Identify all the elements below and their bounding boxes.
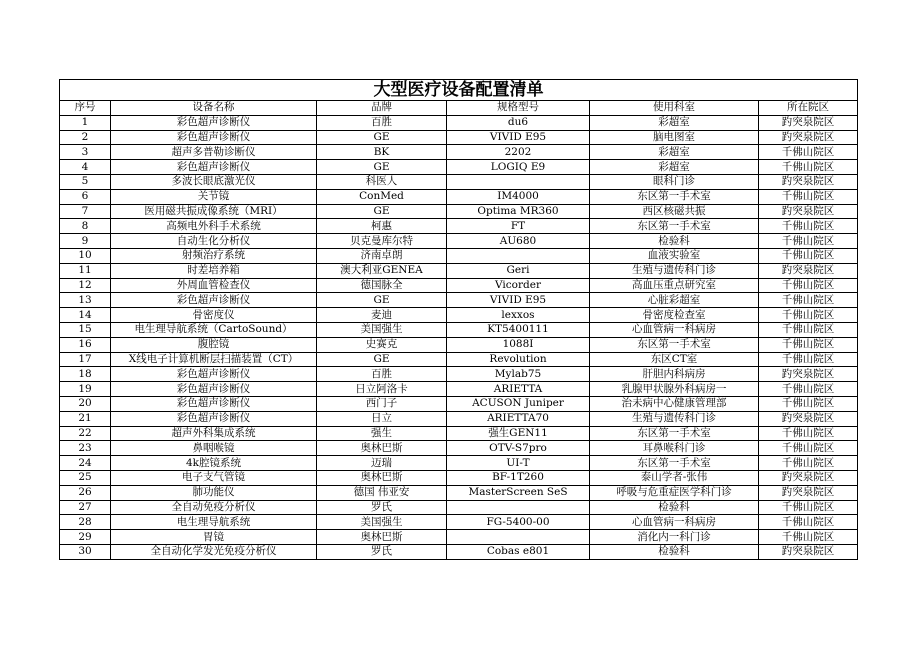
- cell-index[interactable]: 22: [60, 426, 111, 441]
- cell-campus[interactable]: 千佛山院区: [759, 160, 858, 175]
- cell-model[interactable]: AU680: [447, 234, 590, 249]
- cell-brand[interactable]: GE: [317, 352, 447, 367]
- cell-index[interactable]: 1: [60, 115, 111, 130]
- cell-device-name[interactable]: 腹腔镜: [111, 337, 317, 352]
- cell-index[interactable]: 5: [60, 174, 111, 189]
- cell-model[interactable]: 强生GEN11: [447, 426, 590, 441]
- cell-model[interactable]: IM4000: [447, 189, 590, 204]
- cell-index[interactable]: 14: [60, 308, 111, 323]
- header-brand[interactable]: 品牌: [317, 101, 447, 116]
- table-row: [60, 308, 858, 323]
- header-model[interactable]: 规格型号: [447, 101, 590, 116]
- cell-index[interactable]: 3: [60, 145, 111, 160]
- cell-device-name[interactable]: 彩色超声诊断仪: [111, 396, 317, 411]
- cell-brand[interactable]: 史赛克: [317, 337, 447, 352]
- cell-campus[interactable]: 千佛山院区: [759, 515, 858, 530]
- cell-model[interactable]: 1088I: [447, 337, 590, 352]
- cell-index[interactable]: 23: [60, 441, 111, 456]
- cell-brand[interactable]: 美国强生: [317, 322, 447, 337]
- cell-department[interactable]: 血液实验室: [590, 248, 759, 263]
- cell-department[interactable]: 骨密度检查室: [590, 308, 759, 323]
- table-row: [60, 382, 858, 397]
- cell-department[interactable]: 消化内一科门诊: [590, 530, 759, 545]
- table-row: [60, 145, 858, 160]
- cell-device-name[interactable]: 电生理导航系统: [111, 515, 317, 530]
- cell-model[interactable]: VIVID E95: [447, 293, 590, 308]
- cell-campus[interactable]: 千佛山院区: [759, 382, 858, 397]
- cell-department[interactable]: 心血管病一科病房: [590, 322, 759, 337]
- cell-campus[interactable]: 千佛山院区: [759, 456, 858, 471]
- cell-device-name[interactable]: 鼻咽喉镜: [111, 441, 317, 456]
- cell-campus[interactable]: 趵突泉院区: [759, 470, 858, 485]
- cell-device-name[interactable]: 4k腔镜系统: [111, 456, 317, 471]
- table-row: [60, 248, 858, 263]
- cell-brand[interactable]: GE: [317, 130, 447, 145]
- cell-department[interactable]: 心脏彩超室: [590, 293, 759, 308]
- table-row: [60, 234, 858, 249]
- cell-index[interactable]: 17: [60, 352, 111, 367]
- sheet-title[interactable]: 大型医疗设备配置清单: [60, 80, 858, 101]
- equipment-table: [59, 79, 858, 560]
- cell-campus[interactable]: 趵突泉院区: [759, 130, 858, 145]
- cell-model[interactable]: lexxos: [447, 308, 590, 323]
- cell-campus[interactable]: 趵突泉院区: [759, 263, 858, 278]
- table-row: [60, 263, 858, 278]
- cell-device-name[interactable]: 肺功能仪: [111, 485, 317, 500]
- cell-index[interactable]: 4: [60, 160, 111, 175]
- cell-brand[interactable]: GE: [317, 293, 447, 308]
- cell-brand[interactable]: 澳大利亚GENEA: [317, 263, 447, 278]
- cell-device-name[interactable]: 电生理导航系统（CartoSound）: [111, 322, 317, 337]
- table-row: [60, 485, 858, 500]
- cell-brand[interactable]: 奥林巴斯: [317, 530, 447, 545]
- cell-device-name[interactable]: 超声外科集成系统: [111, 426, 317, 441]
- cell-brand[interactable]: 百胜: [317, 367, 447, 382]
- table-row: [60, 337, 858, 352]
- cell-department[interactable]: 东区CT室: [590, 352, 759, 367]
- cell-device-name[interactable]: 彩色超声诊断仪: [111, 382, 317, 397]
- cell-campus[interactable]: 千佛山院区: [759, 219, 858, 234]
- cell-model[interactable]: BF-1T260: [447, 470, 590, 485]
- cell-device-name[interactable]: 彩色超声诊断仪: [111, 411, 317, 426]
- cell-campus[interactable]: 趵突泉院区: [759, 544, 858, 559]
- cell-brand[interactable]: 日立: [317, 411, 447, 426]
- cell-department[interactable]: 生殖与遗传科门诊: [590, 411, 759, 426]
- table-row: [60, 441, 858, 456]
- cell-brand[interactable]: 强生: [317, 426, 447, 441]
- cell-campus[interactable]: 千佛山院区: [759, 293, 858, 308]
- cell-device-name[interactable]: 彩色超声诊断仪: [111, 130, 317, 145]
- cell-department[interactable]: 耳鼻喉科门诊: [590, 441, 759, 456]
- cell-index[interactable]: 24: [60, 456, 111, 471]
- cell-campus[interactable]: 千佛山院区: [759, 145, 858, 160]
- cell-device-name[interactable]: 外周血管检查仪: [111, 278, 317, 293]
- header-campus[interactable]: 所在院区: [759, 101, 858, 116]
- cell-department[interactable]: 乳腺甲状腺外科病房一: [590, 382, 759, 397]
- table-row: [60, 322, 858, 337]
- cell-campus[interactable]: 千佛山院区: [759, 248, 858, 263]
- cell-brand[interactable]: 美国强生: [317, 515, 447, 530]
- cell-brand[interactable]: 德国 伟亚安: [317, 485, 447, 500]
- cell-device-name[interactable]: X线电子计算机断层扫描装置（CT）: [111, 352, 317, 367]
- cell-device-name[interactable]: 彩色超声诊断仪: [111, 367, 317, 382]
- cell-department[interactable]: 肝胆内科病房: [590, 367, 759, 382]
- cell-model[interactable]: MasterScreen SeS: [447, 485, 590, 500]
- table-body: [60, 115, 858, 559]
- cell-index[interactable]: 19: [60, 382, 111, 397]
- cell-device-name[interactable]: 医用磁共振成像系统（MRI）: [111, 204, 317, 219]
- cell-device-name[interactable]: 全自动免疫分析仪: [111, 500, 317, 515]
- table-row: [60, 500, 858, 515]
- cell-brand[interactable]: ConMed: [317, 189, 447, 204]
- cell-device-name[interactable]: 射频治疗系统: [111, 248, 317, 263]
- cell-model[interactable]: 2202: [447, 145, 590, 160]
- cell-index[interactable]: 27: [60, 500, 111, 515]
- cell-model[interactable]: FT: [447, 219, 590, 234]
- cell-campus[interactable]: 趵突泉院区: [759, 367, 858, 382]
- cell-campus[interactable]: 千佛山院区: [759, 500, 858, 515]
- table-row: [60, 174, 858, 189]
- cell-campus[interactable]: 趵突泉院区: [759, 174, 858, 189]
- cell-index[interactable]: 8: [60, 219, 111, 234]
- cell-department[interactable]: 彩超室: [590, 145, 759, 160]
- cell-index[interactable]: 28: [60, 515, 111, 530]
- cell-department[interactable]: 生殖与遗传科门诊: [590, 263, 759, 278]
- cell-device-name[interactable]: 彩色超声诊断仪: [111, 160, 317, 175]
- cell-brand[interactable]: 罗氏: [317, 544, 447, 559]
- cell-index[interactable]: 2: [60, 130, 111, 145]
- cell-campus[interactable]: 千佛山院区: [759, 322, 858, 337]
- table-row: [60, 515, 858, 530]
- cell-model[interactable]: [447, 530, 590, 545]
- cell-model[interactable]: FG-5400-00: [447, 515, 590, 530]
- cell-campus[interactable]: 千佛山院区: [759, 189, 858, 204]
- cell-device-name[interactable]: 彩色超声诊断仪: [111, 293, 317, 308]
- cell-device-name[interactable]: 骨密度仪: [111, 308, 317, 323]
- cell-campus[interactable]: 千佛山院区: [759, 441, 858, 456]
- cell-index[interactable]: 20: [60, 396, 111, 411]
- cell-index[interactable]: 7: [60, 204, 111, 219]
- cell-brand[interactable]: 麦迪: [317, 308, 447, 323]
- cell-brand[interactable]: 奥林巴斯: [317, 441, 447, 456]
- cell-index[interactable]: 16: [60, 337, 111, 352]
- cell-department[interactable]: 东区第一手术室: [590, 219, 759, 234]
- cell-model[interactable]: KT5400111: [447, 322, 590, 337]
- cell-department[interactable]: 东区第一手术室: [590, 426, 759, 441]
- cell-brand[interactable]: 迈瑞: [317, 456, 447, 471]
- cell-department[interactable]: 心血管病一科病房: [590, 515, 759, 530]
- cell-campus[interactable]: 千佛山院区: [759, 278, 858, 293]
- cell-brand[interactable]: 西门子: [317, 396, 447, 411]
- cell-model[interactable]: ARIETTA: [447, 382, 590, 397]
- cell-device-name[interactable]: 自动生化分析仪: [111, 234, 317, 249]
- cell-brand[interactable]: GE: [317, 160, 447, 175]
- cell-device-name[interactable]: 关节镜: [111, 189, 317, 204]
- cell-department[interactable]: 彩超室: [590, 115, 759, 130]
- cell-campus[interactable]: 千佛山院区: [759, 426, 858, 441]
- cell-model[interactable]: Mylab75: [447, 367, 590, 382]
- table-row: [60, 426, 858, 441]
- cell-brand[interactable]: 奥林巴斯: [317, 470, 447, 485]
- cell-model[interactable]: VIVID E95: [447, 130, 590, 145]
- header-device-name[interactable]: 设备名称: [111, 101, 317, 116]
- cell-campus[interactable]: 趵突泉院区: [759, 204, 858, 219]
- cell-brand[interactable]: 百胜: [317, 115, 447, 130]
- cell-index[interactable]: 15: [60, 322, 111, 337]
- cell-model[interactable]: Revolution: [447, 352, 590, 367]
- cell-model[interactable]: ACUSON Juniper: [447, 396, 590, 411]
- cell-model[interactable]: OTV-S7pro: [447, 441, 590, 456]
- cell-brand[interactable]: 德国脉全: [317, 278, 447, 293]
- table-row: [60, 470, 858, 485]
- cell-index[interactable]: 9: [60, 234, 111, 249]
- cell-index[interactable]: 13: [60, 293, 111, 308]
- spreadsheet: [59, 79, 857, 560]
- cell-device-name[interactable]: 超声多普勒诊断仪: [111, 145, 317, 160]
- cell-device-name[interactable]: 电子支气管镜: [111, 470, 317, 485]
- cell-brand[interactable]: 济南卓朗: [317, 248, 447, 263]
- cell-index[interactable]: 26: [60, 485, 111, 500]
- cell-campus[interactable]: 趵突泉院区: [759, 485, 858, 500]
- cell-index[interactable]: 11: [60, 263, 111, 278]
- table-row: [60, 352, 858, 367]
- cell-index[interactable]: 21: [60, 411, 111, 426]
- cell-brand[interactable]: 科医人: [317, 174, 447, 189]
- cell-model[interactable]: LOGIQ E9: [447, 160, 590, 175]
- cell-campus[interactable]: 千佛山院区: [759, 530, 858, 545]
- cell-model[interactable]: du6: [447, 115, 590, 130]
- cell-campus[interactable]: 千佛山院区: [759, 396, 858, 411]
- cell-department[interactable]: 呼吸与危重症医学科门诊: [590, 485, 759, 500]
- cell-campus[interactable]: 千佛山院区: [759, 234, 858, 249]
- cell-department[interactable]: 东区第一手术室: [590, 456, 759, 471]
- cell-department[interactable]: 高血压重点研究室: [590, 278, 759, 293]
- cell-index[interactable]: 25: [60, 470, 111, 485]
- cell-model[interactable]: [447, 248, 590, 263]
- header-row: [60, 101, 858, 116]
- cell-device-name[interactable]: 时差培养箱: [111, 263, 317, 278]
- cell-index[interactable]: 29: [60, 530, 111, 545]
- table-row: [60, 544, 858, 559]
- cell-campus[interactable]: 千佛山院区: [759, 337, 858, 352]
- cell-model[interactable]: UI-T: [447, 456, 590, 471]
- table-row: [60, 411, 858, 426]
- header-index[interactable]: 序号: [60, 101, 111, 116]
- cell-device-name[interactable]: 全自动化学发光免疫分析仪: [111, 544, 317, 559]
- header-department[interactable]: 使用科室: [590, 101, 759, 116]
- cell-device-name[interactable]: 高频电外科手术系统: [111, 219, 317, 234]
- cell-department[interactable]: 东区第一手术室: [590, 189, 759, 204]
- table-row: [60, 204, 858, 219]
- cell-brand[interactable]: GE: [317, 204, 447, 219]
- cell-device-name[interactable]: 胃镜: [111, 530, 317, 545]
- table-row: [60, 278, 858, 293]
- table-row: [60, 530, 858, 545]
- table-row: [60, 396, 858, 411]
- table-row: [60, 367, 858, 382]
- cell-campus[interactable]: 趵突泉院区: [759, 411, 858, 426]
- table-row: [60, 219, 858, 234]
- table-row: [60, 160, 858, 175]
- cell-department[interactable]: 西区核磁共振: [590, 204, 759, 219]
- cell-campus[interactable]: 千佛山院区: [759, 308, 858, 323]
- cell-department[interactable]: 检验科: [590, 234, 759, 249]
- table-row: [60, 189, 858, 204]
- cell-index[interactable]: 12: [60, 278, 111, 293]
- cell-model[interactable]: [447, 500, 590, 515]
- cell-model[interactable]: Geri: [447, 263, 590, 278]
- cell-brand[interactable]: BK: [317, 145, 447, 160]
- cell-index[interactable]: 10: [60, 248, 111, 263]
- cell-department[interactable]: 治未病中心健康管理部: [590, 396, 759, 411]
- cell-model[interactable]: Vicorder: [447, 278, 590, 293]
- cell-device-name[interactable]: 多波长眼底激光仪: [111, 174, 317, 189]
- cell-department[interactable]: 脑电图室: [590, 130, 759, 145]
- cell-brand[interactable]: 日立阿洛卡: [317, 382, 447, 397]
- table-row: [60, 130, 858, 145]
- cell-department[interactable]: 泰山学者-张伟: [590, 470, 759, 485]
- cell-device-name[interactable]: 彩色超声诊断仪: [111, 115, 317, 130]
- cell-brand[interactable]: 柯惠: [317, 219, 447, 234]
- cell-brand[interactable]: 贝克曼库尔特: [317, 234, 447, 249]
- cell-model[interactable]: ARIETTA70: [447, 411, 590, 426]
- cell-department[interactable]: 眼科门诊: [590, 174, 759, 189]
- cell-index[interactable]: 30: [60, 544, 111, 559]
- cell-department[interactable]: 检验科: [590, 500, 759, 515]
- cell-campus[interactable]: 趵突泉院区: [759, 115, 858, 130]
- cell-model[interactable]: Cobas e801: [447, 544, 590, 559]
- table-row: [60, 293, 858, 308]
- cell-campus[interactable]: 千佛山院区: [759, 352, 858, 367]
- cell-index[interactable]: 18: [60, 367, 111, 382]
- cell-index[interactable]: 6: [60, 189, 111, 204]
- table-row: [60, 115, 858, 130]
- cell-department[interactable]: 检验科: [590, 544, 759, 559]
- cell-model[interactable]: [447, 174, 590, 189]
- cell-model[interactable]: Optima MR360: [447, 204, 590, 219]
- cell-department[interactable]: 彩超室: [590, 160, 759, 175]
- cell-brand[interactable]: 罗氏: [317, 500, 447, 515]
- table-row: [60, 456, 858, 471]
- cell-department[interactable]: 东区第一手术室: [590, 337, 759, 352]
